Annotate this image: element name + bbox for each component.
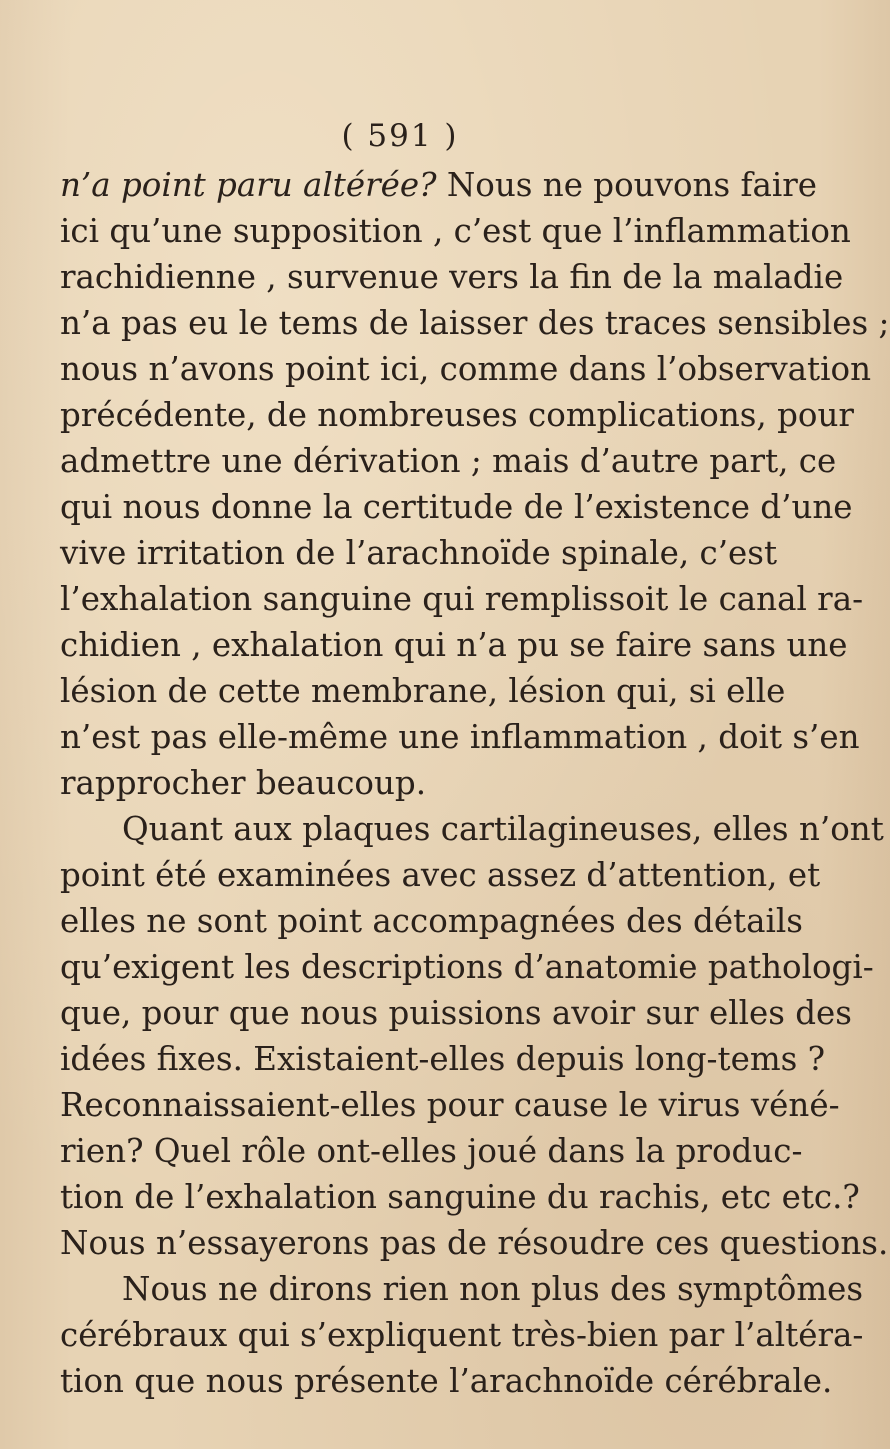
italic-text: n’a point paru altérée?	[60, 166, 437, 204]
text-line: vive irritation de l’arachnoïde spinale, c’est	[60, 534, 778, 572]
text-line: Nous n’essayerons pas de résoudre ces questions.	[60, 1224, 889, 1262]
text-line: ici qu’une supposition , c’est que l’inflammation	[60, 212, 851, 250]
text-line: précédente, de nombreuses complications, pour	[60, 396, 854, 434]
book-page	[60, 0, 890, 1449]
paragraph-start-line: Quant aux plaques cartilagineuses, elles n’ont	[122, 810, 884, 848]
text-line: l’exhalation sanguine qui remplissoit le canal ra-	[60, 580, 864, 618]
text-line: point été examinées avec assez d’attention, et	[60, 856, 821, 894]
text-line: que, pour que nous puissions avoir sur elles des	[60, 994, 852, 1032]
text-line: idées fixes. Existaient-elles depuis long-tems ?	[60, 1040, 826, 1078]
text-line: chidien , exhalation qui n’a pu se faire sans une	[60, 626, 848, 664]
text-line: rachidienne , survenue vers la fin de la maladie	[60, 258, 844, 296]
text-line: Reconnaissaient-elles pour cause le virus véné-	[60, 1086, 840, 1124]
text-line: cérébraux qui s’expliquent très-bien par l’altéra-	[60, 1316, 864, 1354]
page-number: ( 591 )	[341, 118, 459, 154]
text-line: qui nous donne la certitude de l’existence d’une	[60, 488, 853, 526]
text-line	[60, 162, 818, 208]
paragraph-start-line: Nous ne dirons rien non plus des symptômes	[122, 1270, 864, 1308]
line-text: Nous ne pouvons faire	[436, 166, 818, 204]
text-line: elles ne sont point accompagnées des détails	[60, 902, 803, 940]
text-line: lésion de cette membrane, lésion qui, si elle	[60, 672, 786, 710]
text-line: rien? Quel rôle ont-elles joué dans la produc-	[60, 1132, 803, 1170]
text-line: admettre une dérivation ; mais d’autre part, ce	[60, 442, 837, 480]
text-line: n’est pas elle-même une inflammation , doit s’en	[60, 718, 860, 756]
text-line: nous n’avons point ici, comme dans l’observation	[60, 350, 872, 388]
text-line: tion que nous présente l’arachnoïde cérébrale.	[60, 1362, 833, 1400]
text-line: rapprocher beaucoup.	[60, 764, 427, 802]
text-line: n’a pas eu le tems de laisser des traces sensibles ;	[60, 304, 890, 342]
text-line: qu’exigent les descriptions d’anatomie pathologi-	[60, 948, 874, 986]
text-line: tion de l’exhalation sanguine du rachis, etc etc.?	[60, 1178, 860, 1216]
